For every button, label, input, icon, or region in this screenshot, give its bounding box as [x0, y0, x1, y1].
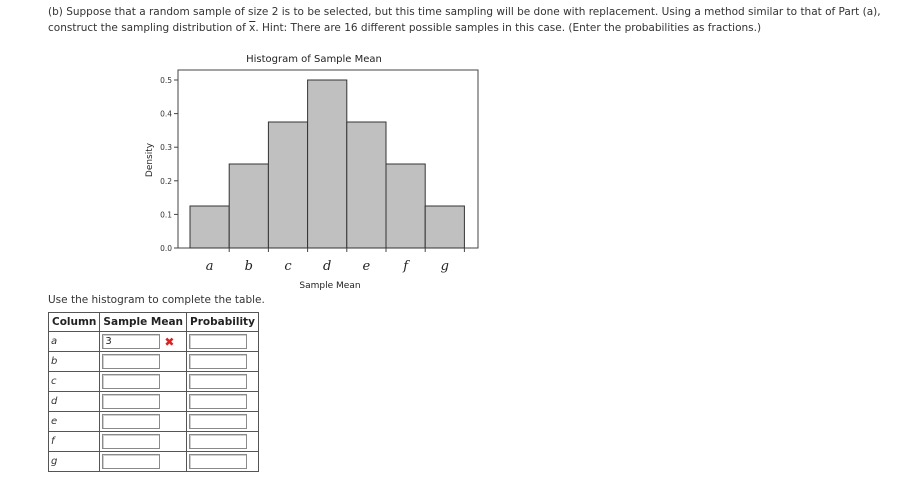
table-row	[49, 332, 259, 352]
prob-cell	[187, 372, 259, 392]
histogram-bar-e	[347, 122, 386, 248]
x-category-label-b: b	[244, 259, 253, 274]
histogram-bar-c	[268, 122, 307, 248]
x-category-label-d: d	[323, 259, 332, 274]
mean-cell	[100, 372, 187, 392]
row-column-label: a	[49, 332, 100, 352]
sample-mean-input[interactable]	[102, 454, 160, 469]
probability-input[interactable]	[189, 414, 247, 429]
probability-input[interactable]	[189, 374, 247, 389]
xbar-symbol: $\overline{x}$	[249, 22, 256, 34]
probability-input[interactable]	[189, 434, 247, 449]
mean-cell	[100, 412, 187, 432]
sample-mean-input[interactable]	[102, 394, 160, 409]
x-category-label-e: e	[362, 259, 371, 274]
mean-cell	[100, 432, 187, 452]
row-column-label: d	[49, 392, 100, 412]
mean-cell	[100, 452, 187, 472]
table-row	[49, 352, 259, 372]
prob-cell	[187, 452, 259, 472]
histogram-bar-f	[386, 164, 425, 248]
sample-mean-input[interactable]: 3	[102, 334, 160, 349]
row-column-label: f	[49, 432, 100, 452]
table-row	[49, 452, 259, 472]
prob-cell	[187, 392, 259, 412]
answer-table	[48, 312, 259, 472]
instructions-text: Use the histogram to complete the table.	[48, 294, 265, 306]
table-row	[49, 372, 259, 392]
question-body: Suppose that a random sample of size 2 is to be selected, but this time sampling will be done with replacement. Using a method similar to that of Part (a), construct the sampling distribution of	[48, 6, 881, 34]
histogram-bar-b	[229, 164, 268, 248]
y-tick-label: 0.4	[160, 109, 172, 119]
prob-cell	[187, 332, 259, 352]
table-header-row	[49, 313, 259, 332]
probability-input[interactable]	[189, 354, 247, 369]
probability-input[interactable]	[189, 334, 247, 349]
table-row	[49, 412, 259, 432]
histogram-bar-a	[190, 206, 229, 248]
sample-mean-input[interactable]	[102, 374, 160, 389]
mean-cell	[100, 392, 187, 412]
sample-mean-input[interactable]	[102, 434, 160, 449]
row-column-label: c	[49, 372, 100, 392]
mean-cell	[100, 332, 187, 352]
sample-mean-input[interactable]	[102, 354, 160, 369]
probability-input[interactable]	[189, 454, 247, 469]
table-row	[49, 432, 259, 452]
x-category-label-a: a	[205, 259, 214, 274]
histogram-bar-g	[425, 206, 464, 248]
probability-input[interactable]	[189, 394, 247, 409]
row-column-label: g	[49, 452, 100, 472]
table-row	[49, 392, 259, 412]
mean-cell	[100, 352, 187, 372]
chart-title: Histogram of Sample Mean	[246, 54, 382, 65]
part-label: (b)	[48, 6, 63, 18]
x-category-label-g: g	[440, 259, 449, 274]
row-column-label: b	[49, 352, 100, 372]
x-category-label-f: f	[403, 259, 409, 274]
cross-icon: ✖	[164, 334, 175, 349]
prob-cell	[187, 432, 259, 452]
header-probability: Probability	[187, 313, 259, 332]
x-axis-label: Sample Mean	[299, 281, 361, 291]
header-sample-mean: Sample Mean	[100, 313, 187, 332]
y-tick-label: 0.2	[160, 176, 172, 186]
y-tick-label: 0.5	[160, 76, 172, 85]
y-tick-label: 0.0	[160, 244, 172, 253]
prob-cell	[187, 352, 259, 372]
sample-mean-input[interactable]	[102, 414, 160, 429]
row-column-label: e	[49, 412, 100, 432]
header-column: Column	[49, 313, 100, 332]
x-category-label-c: c	[284, 259, 292, 274]
question-body-end: . Hint: There are 16 different possible samples in this case. (Enter the probabilities as fractions.)	[255, 22, 762, 34]
histogram-bar-d	[308, 80, 347, 248]
prob-cell	[187, 412, 259, 432]
y-tick-label: 0.3	[160, 143, 172, 153]
y-axis-label: Density	[145, 142, 155, 178]
y-tick-label: 0.1	[160, 210, 172, 220]
